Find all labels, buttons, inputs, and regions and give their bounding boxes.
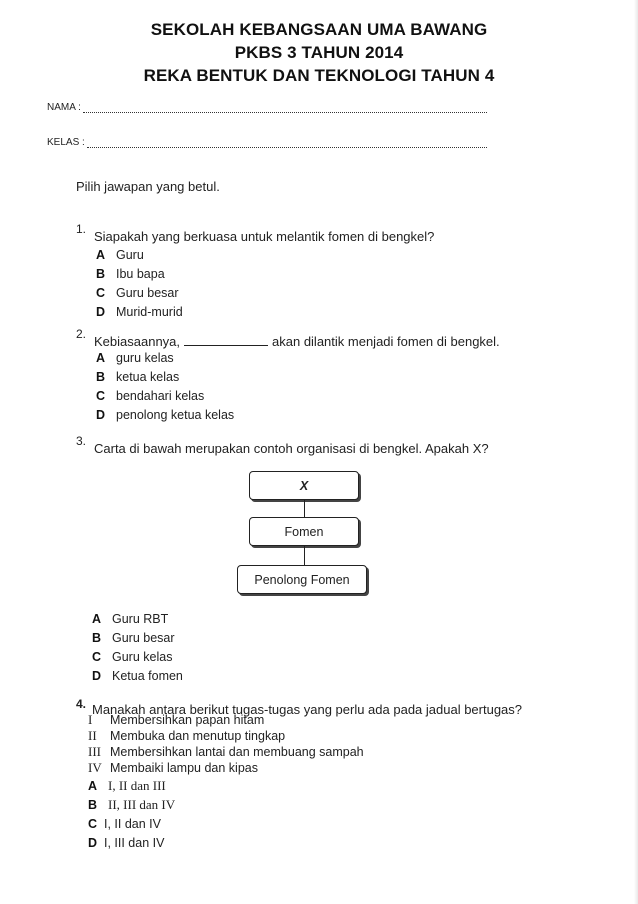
option-c[interactable] [92,647,183,666]
option-c[interactable] [88,814,175,833]
option-c[interactable] [96,386,234,405]
option-text: penolong ketua kelas [116,407,235,422]
org-chart-connector [304,500,305,517]
option-d[interactable] [96,302,183,321]
org-chart-box-bottom: Penolong Fomen [237,565,367,594]
nama-field[interactable] [47,102,487,113]
question-text-after: akan dilantik menjadi fomen di bengkel. [272,334,500,349]
option-a[interactable] [88,776,175,795]
option-a[interactable] [96,348,234,367]
statement-item [88,728,364,744]
kelas-label: KELAS : [47,137,85,148]
option-list [88,776,175,852]
option-text: guru kelas [116,350,174,365]
option-letter: C [92,649,102,664]
org-chart-box-middle: Fomen [249,517,359,546]
statement-roman: I [88,712,93,727]
option-letter: B [92,630,102,645]
option-letter: D [88,835,98,850]
option-letter: C [88,816,98,831]
statement-roman: IV [88,760,102,775]
option-letter: B [96,369,106,384]
option-text: I, II dan IV [104,816,161,831]
statement-text: Membersihkan lantai dan membuang sampah [110,745,364,759]
option-text: I, II dan III [108,777,166,793]
option-text: Guru [116,247,144,262]
option-text: Ketua fomen [112,668,183,683]
option-b[interactable] [96,264,183,283]
option-text: II, III dan IV [108,796,176,812]
statement-item [88,712,364,728]
statement-list [88,712,364,776]
question-text: Carta di bawah merupakan contoh organisasi di bengkel. Apakah X? [94,441,489,456]
question-text: Manakah antara berikut tugas-tugas yang perlu ada pada jadual bertugas? [92,702,523,717]
option-a[interactable] [96,245,183,264]
option-letter: B [88,797,98,812]
question-number: 3. [76,434,87,448]
option-b[interactable] [92,628,183,647]
option-d[interactable] [96,405,234,424]
question-text: Siapakah yang berkuasa untuk melantik fomen di bengkel? [94,229,435,244]
question-number: 4. [76,697,87,711]
option-b[interactable] [96,367,234,386]
option-b[interactable] [88,795,175,814]
option-a[interactable] [92,609,183,628]
statement-text: Membersihkan papan hitam [110,713,265,727]
kelas-dotted-line [87,138,487,148]
option-letter: C [96,285,106,300]
option-c[interactable] [96,283,183,302]
instruction: Pilih jawapan yang betul. [76,179,220,194]
kelas-field[interactable] [47,137,487,148]
org-chart-box-top: X [249,471,359,500]
statement-text: Membaiki lampu dan kipas [110,761,258,775]
option-letter: C [96,388,106,403]
option-list [96,245,183,321]
answer-blank [184,335,268,346]
option-text: Ibu bapa [116,266,165,281]
option-text: Murid-murid [116,304,183,319]
nama-label: NAMA : [47,102,81,113]
scan-edge [634,0,638,904]
statement-roman: III [88,744,101,759]
exam-title: PKBS 3 TAHUN 2014 [234,43,404,62]
option-letter: D [92,668,102,683]
option-letter: A [96,350,106,365]
option-text: Guru RBT [112,611,169,626]
option-letter: D [96,407,106,422]
option-d[interactable] [92,666,183,685]
statement-item [88,744,364,760]
nama-dotted-line [83,103,487,113]
option-letter: A [88,778,98,793]
option-text: bendahari kelas [116,388,205,403]
option-text: Guru kelas [112,649,173,664]
option-letter: A [92,611,102,626]
option-list [96,348,234,424]
org-chart-connector [304,546,305,565]
option-letter: A [96,247,106,262]
option-d[interactable] [88,833,175,852]
statement-roman: II [88,728,97,743]
option-text: Guru besar [116,285,179,300]
option-list [92,609,183,685]
question-number: 2. [76,327,87,341]
statement-text: Membuka dan menutup tingkap [110,729,286,743]
option-text: Guru besar [112,630,175,645]
question-number: 1. [76,222,87,236]
question-text [94,334,500,349]
option-letter: D [96,304,106,319]
subject-title: REKA BENTUK DAN TEKNOLOGI TAHUN 4 [143,66,495,85]
option-letter: B [96,266,106,281]
option-text: ketua kelas [116,369,180,384]
school-title: SEKOLAH KEBANGSAAN UMA BAWANG [150,20,488,39]
option-text: I, III dan IV [104,835,165,850]
question-text-before: Kebiasaannya, [94,334,181,349]
statement-item [88,760,364,776]
